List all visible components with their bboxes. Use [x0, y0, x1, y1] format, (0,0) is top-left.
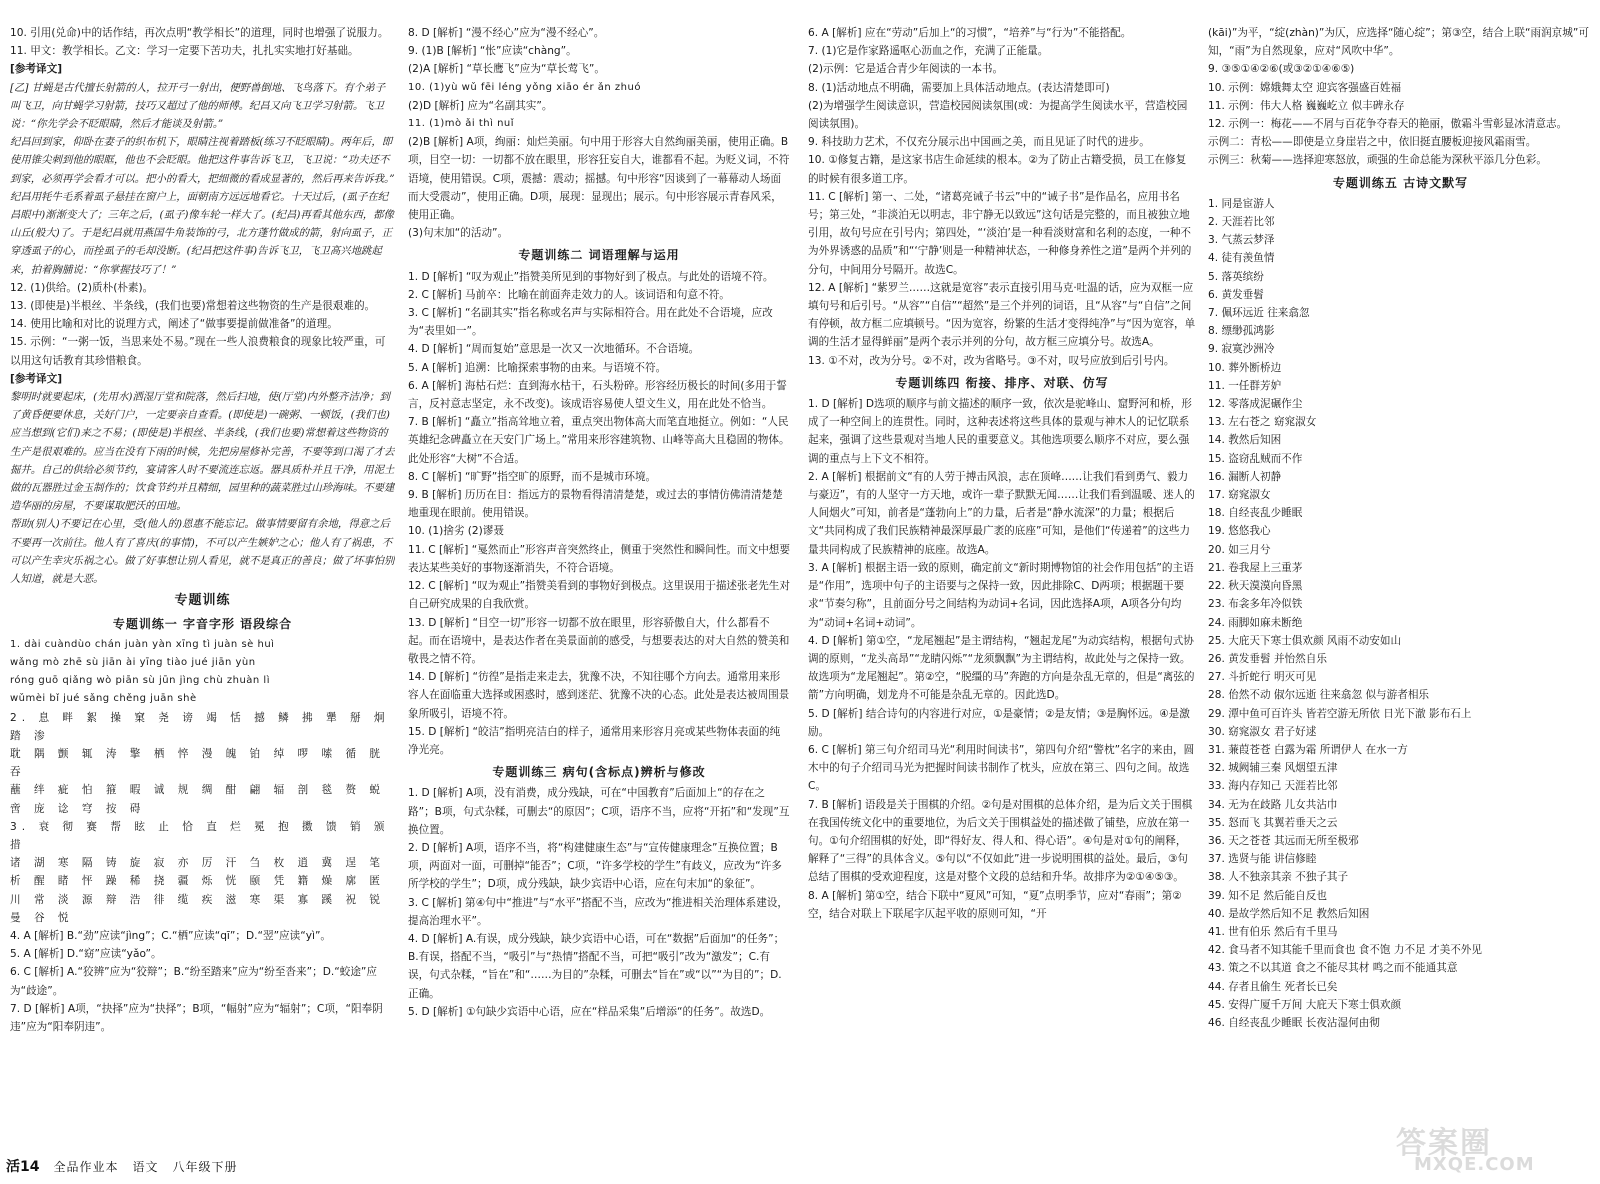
answer-line: 12. A [解析] “紫罗兰……这就是宽容”表示直接引用马克·吐温的话，应为双框一应填句号和后引号。“从容”“自信”“超然”是三个并列的词语，且“从容”与“自信”之间有停顿，故方框二应填顿号。“因为宽容，纷繁的生活才变得纯净”与“因为宽容，单调的生活才显得鲜丽”是两个表示并列的分句，故方框三应填分号。故选A。 [808, 281, 1196, 349]
answer-line: 啻 庞 谂 穹 按 碍 [10, 802, 146, 815]
answer-line: 9. 寂寞沙洲冷 [1208, 343, 1275, 356]
answer-line: 7. B [解析] “矗立”指高耸地立着，重点突出物体高大而笔直地挺立。例如：“人民英雄纪念碑矗立在天安门广场上。”常用来形容建筑物、山峰等高大且稳固的物体。此处形容“大树”不合适。 [408, 416, 790, 465]
column-4 [1208, 24, 1593, 1144]
answer-line: 7. (1)它是作家路遥呕心沥血之作，充满了正能量。 [808, 45, 1049, 58]
answer-line: 7. 佩环远近 往来翕忽 [1208, 307, 1310, 320]
answer-line: 19. 悠悠我心 [1208, 525, 1271, 538]
answer-line: (2)A [解析] “草长鹰飞”应为“草长莺飞”。 [408, 63, 605, 76]
answer-line: 3. C [解析] 第④句中“推进”与“水平”搭配不当，应改为“推进相关治理体系建设，提高治理水平”。 [408, 896, 789, 927]
answer-line: 4. A [解析] B.“劲”应读“jìng”；C.“栖”应读“qī”；D.“翌”应读“yì”。 [10, 929, 332, 942]
answer-line: 10. ①修复古籍，是这家书店生命延续的根本。②为了防止古籍受损，员工在修复的时候有很多道工序。 [808, 154, 1187, 185]
answer-line: 3. C [解析] “名副其实”指名称或名声与实际相符合。用在此处不合语境，应改为“表里如一”。 [408, 307, 773, 338]
answer-line: 川 常 淡 源 辩 浩 徘 缆 疾 滋 寒 渠 寡 蹊 祝 锐 [10, 893, 386, 906]
answer-line: 9. ③⑤①④②⑥(或③②①④⑥⑤) [1208, 63, 1355, 76]
answer-line: 析 醒 睹 怦 躁 稀 挠 疆 烁 恍 颐 凭 籍 燥 廓 匿 [10, 875, 386, 888]
answer-line: róng guō qiǎng wò piān sù jūn jìng chù zhuàn lì [10, 675, 270, 687]
answer-line: 2. C [解析] 马前卒：比喻在前面奔走效力的人。该词语和句意不符。 [408, 288, 730, 301]
page-footer [6, 1156, 238, 1176]
answer-line: 纪昌用牦牛毛系着虱子悬挂在窗户上，面朝南方远远地看它。十天过后，(虱子在纪昌眼中)渐渐变大了；三年之后，(虱子)像车轮一样大了。(纪昌)再看其他东西，都像山丘(般大)了。于是纪昌就用燕国牛角装饰的弓，北方蓬竹做成的箭，射向虱子，正穿透虱子的心，而拴虱子的毛却没断。(纪昌把这件事)告诉飞卫，飞卫高兴地跳起来，拍着胸脯说：“你掌握技巧了！” [10, 190, 394, 276]
answer-line: 2. A [解析] 根据前文“有的人劳于搏击风浪，志在顶峰……让我们看到勇气、毅力与豪迈”，有的人坚守一方天地，或许一辈子默默无闻……让我们看到温暖、迷人的人间烟火”可知，前者是“蓬勃向上”的力量，后者是“静水流深”的力量；根据后文“共同构成了我们民族精神最深厚最广袤的底座”可知，是他们“传递着”的这些力量共同构成了民族精神的底座。故选A。 [808, 470, 1195, 556]
answer-line: 耽 隅 颤 辄 涛 擎 栖 悴 漫 魄 铂 绰 啰 嗦 循 胱 吞 [10, 747, 386, 779]
answer-line: 1. D [解析] “叹为观止”指赞美所见到的事物好到了极点。与此处的语境不符。 [408, 270, 774, 283]
answer-line: 45. 安得广厦千万间 大庇天下寒士俱欢颜 [1208, 998, 1402, 1011]
answer-line: 3. 气蒸云梦泽 [1208, 234, 1275, 247]
answer-line: 6. 黄发垂髫 [1208, 288, 1264, 301]
answer-line: 11. 甲文：教学相长。乙文：学习一定要下苦功夫，扎扎实实地打好基础。 [10, 45, 359, 58]
answer-line: 6. A [解析] 应在“劳动”后加上“的习惯”，“培养”与“行为”不能搭配。 [808, 27, 1132, 39]
answer-line: 1. D [解析] A项，没有消费，成分残缺，可在“中国教育”后面加上“的存在之路”；B项，句式杂糅，可删去“的原因”；C项，语序不当，应将“开拓”和“发现”互换位置。 [408, 787, 790, 836]
column-2 [408, 24, 790, 1144]
answer-line: 15. 示例：“一粥一饭，当思来处不易。”现在一些人浪费粮食的现象比较严重，可以用这句话教育其珍惜粮食。 [10, 336, 386, 367]
answer-line: 7. B [解析] 语段是关于围棋的介绍。②句是对围棋的总体介绍，是为后文关于围棋在我国传统文化中的重要地位，为后文关于围棋益处的描述做了铺垫，应放在第一句。①句介绍围棋的好处，即“得好友、得人和、得心语”。④句是对①句的阐释，解释了“三得”的具体含义。⑤句以“不仅如此”进一步说明围棋的益处。最后，③句总结了围棋的受欢迎程度，这是对整个文段的总结和升华。故排序为②①④⑤③。 [808, 798, 1193, 884]
answer-line: 诸 湖 寒 隔 铸 旋 寂 亦 厉 汗 刍 枚 逍 冀 逞 笔 [10, 857, 386, 870]
answer-line: 4. D [解析] “周而复始”意思是一次又一次地循环。不合语境。 [408, 343, 700, 356]
answer-line: 26. 黄发垂髫 并怡然自乐 [1208, 652, 1327, 665]
answer-line: 2. 息 畔 絮 操 窠 尧 谤 竭 恬 撼 鳞 拂 犟 掰 炯 踏 渗 [10, 711, 390, 742]
watermark-url: MXQE.COM [1414, 1154, 1535, 1175]
answer-line: 8. A [解析] 第①空，结合下联中“夏风”可知，“夏”点明季节，应对“春雨”；第②空，结合对联上下联尾字仄起平收的原则可知，“开 [808, 889, 1182, 920]
answer-line: 3. 衰 彻 赛 帮 眩 止 恰 直 烂 冕 抱 擞 馈 销 颁 措 [10, 820, 390, 851]
answer-line: 10. (1)捨劣 (2)谬聂 [408, 525, 504, 538]
watermark-text: 答案圈 [1396, 1126, 1492, 1161]
reference-translation-label: [参考译文] [10, 63, 63, 76]
answer-line: 5. D [解析] ①句缺少宾语中心语，应在“样品采集”后增添“的任务”。故选D。 [408, 1005, 771, 1018]
answer-line: 10. 引用(兑命)中的话作结，再次点明“教学相长”的道理，同时也增强了说服力。 [10, 27, 389, 39]
answer-line: 2. 天涯若比邻 [1208, 216, 1275, 229]
answer-line: 23. 布衾多年冷似铁 [1208, 598, 1303, 611]
answer-line: 35. 怒而飞 其翼若垂天之云 [1208, 816, 1338, 829]
answer-line: 8. (1)活动地点不明确，需要加上具体活动地点。(表达清楚即可) [808, 81, 1110, 94]
answer-line: 12. 零落成泥碾作尘 [1208, 398, 1303, 411]
watermark-logo [1396, 1118, 1586, 1178]
answer-line: 黎明时就要起床，(先用水)洒湿厅堂和院落，然后扫地，使(厅堂)内外整齐洁净；到了黄昏便要休息，关好门户，一定要亲自查看。(即使是)一碗粥、一顿饭，(我们也)应当想到(它们)来之不易；(即使是)半根丝、半条线，(我们也要)常想着这些物资的生产是很艰难的。应当在没有下雨的时候，先把房屋修补完善，不要等到口渴了才去掘井。自己的供给必须节约，宴请客人时不要流连忘返。器具质朴并且干净，用泥土做的瓦器胜过金玉制作的；饮食节约并且精细，园里种的蔬菜胜过山珍海味。不要建造华丽的房屋，不要谋取肥沃的田地。 [10, 391, 395, 513]
answer-line: 17. 窈窕淑女 [1208, 489, 1271, 502]
answer-line: [乙] 甘蝇是古代擅长射箭的人，拉开弓一射出，便野兽倒地、飞鸟落下。有个弟子叫飞卫，向甘蝇学习射箭，技巧又超过了他的师傅。纪昌又向飞卫学习射箭。飞卫说：“你先学会不眨眼睛，然后才能谈及射箭。” [10, 81, 386, 131]
answer-line: 蘸 绊 疵 怕 箍 暇 诚 规 绸 酣 翩 辐 剖 毯 赘 蜕 [10, 784, 386, 797]
answer-line: 帮助(别人)不要记在心里，受(他人的)恩惠不能忘记。做事情要留有余地，得意之后不要再一次前往。他人有了喜庆(的事情)，不可以产生嫉妒之心；他人有了祸患，不可以产生幸灾乐祸之心。做了好事想让别人看见，就不是真正的善良；做了坏事怕别人知道，就是大恶。 [10, 518, 395, 586]
answer-line: 8. 缥缈孤鸿影 [1208, 325, 1275, 338]
answer-line: 1. D [解析] D选项的顺序与前文描述的顺序一致，依次是驼峰山、窟野河和桥，形成了一种空间上的连贯性。同时，这种表述将这些具体的景观与神木人的记忆联系起来，强调了这些景观对当地人民的重要意义。其他选项要么顺序不对应，要么强调的重点与上下文不相符。 [808, 398, 1192, 465]
answer-line: 5. A [解析] 追溯：比喻探索事物的由来。与语境不符。 [408, 361, 667, 374]
answer-line: 示例二：青松——即使是立身崖岩之中，依旧挺直腰板迎接风霜雨雪。 [1208, 136, 1537, 149]
answer-line: 4. D [解析] 第①空，“龙尾翘起”是主谓结构，“翘起龙尾”为动宾结构，根据句式协调的原则，“龙头高昂”“龙睛闪烁”“龙须飘飘”为主谓结构，故此处与之保持一致。故选项为“龙尾翘起”。第②空，“脱缰的马”奔跑的方向是杂乱无章的，但是“离弦的箭”方向明确，划龙舟不可能是杂乱无章的。因此选D。 [808, 634, 1195, 702]
answer-line: 14. 使用比喻和对比的说理方式，阐述了“做事要提前做准备”的道理。 [10, 318, 338, 331]
answer-line: 37. 选贤与能 讲信修睦 [1208, 853, 1317, 866]
answer-line: 13. D [解析] “目空一切”形容一切都不放在眼里，形容骄傲自大，什么都看不起。而在语境中，是表达作者在美景面前的感受，与想要表达的对大自然的赞美和敬畏之情不符。 [408, 616, 790, 665]
answer-line: 1. dài cuàndùo chán juàn yàn xīng tì juàn sè huì [10, 638, 275, 650]
answer-line: 4. D [解析] A.有误，成分残缺，缺少宾语中心语，可在“数据”后面加“的任务”；B.有误，搭配不当，“吸引”与“热情”搭配不当，可把“吸引”改为“激发”；C.有误，句式杂糅，“旨在”和“……为目的”杂糅，可删去“旨在”或“以”“为目的”；D.正确。 [408, 932, 785, 1000]
answer-line: 10. (1)yù wǔ fēi léng yǒng xiāo ér ǎn zhuó [408, 81, 641, 93]
answer-line: 25. 大庇天下寒士俱欢颜 风雨不动安如山 [1208, 634, 1402, 647]
answer-line: 5. D [解析] 结合诗句的内容进行对应，①是豪情；②是友情；③是胸怀远。④是激励。 [808, 707, 1190, 738]
answer-line: 11. C [解析] 第一、二处，“诸葛亮诫子书云”中的“诫子书”是作品名，应用书名号；第三处，“非淡泊无以明志，非宁静无以致远”这句话是完整的，而且被独立地引用，故句号应在引号内；第四处，“‘淡泊’是一种看淡财富和名利的态度，一种不为外界诱惑的品质”和“‘宁静’则是一种精神状态，一种修身养性之道”是两个并列的分句，中间用分号隔开。故选C。 [808, 190, 1192, 276]
grade-label: 八年级下册 [172, 1159, 238, 1174]
answer-line: (kāi)”为平，“绽(zhàn)”为仄，应选择“随心绽”；第③空，结合上联“雨润京城”可知，“雨”为自然现象，应对“风吹中华”。 [1208, 27, 1589, 58]
answer-line: 33. 海内存知己 天涯若比邻 [1208, 780, 1338, 793]
answer-line: 6. C [解析] A.“狡辨”应为“狡辩”；B.“纷至踏来”应为“纷至沓来”；D.“蛟途”应为“歧途”。 [10, 966, 377, 997]
answer-line: wǎng mò zhē sù jiān ài yīng tiào jué jiān yùn [10, 656, 256, 668]
answer-line: 13. 左右苍之 窈窕淑女 [1208, 416, 1317, 429]
answer-line: 14. D [解析] “彷徨”是指走来走去，犹豫不决，不知往哪个方向去。通常用来形容人在面临重大选择或困惑时，感到迷茫、犹豫不决的心态。此处是表达被周围景象所吸引，语境不符。 [408, 671, 790, 720]
answer-line: 9. (1)B [解析] “怅”应读“chàng”。 [408, 45, 577, 58]
answer-line: 41. 世有伯乐 然后有千里马 [1208, 925, 1338, 938]
answer-line: 16. 漏断人初静 [1208, 470, 1282, 483]
answer-line: 42. 食马者不知其能千里而食也 食不饱 力不足 才美不外见 [1208, 944, 1482, 957]
answer-line: 12. 示例一：梅花——不屑与百花争夺春天的艳丽，傲霜斗雪彰显冰清意志。 [1208, 118, 1568, 131]
section-heading: 专题训练二 词语理解与运用 [518, 248, 680, 263]
answer-line: 32. 城阙辅三秦 风烟望五津 [1208, 762, 1338, 775]
answer-line: 40. 是故学然后知不足 教然后知困 [1208, 907, 1370, 920]
answer-line: 43. 策之不以其道 食之不能尽其材 鸣之而不能通其意 [1208, 962, 1458, 975]
answer-line: 10. 葬外断桥边 [1208, 361, 1282, 374]
answer-line: (2)B [解析] A项，绚丽：灿烂美丽。句中用于形容大自然绚丽美丽，使用正确。B项，目空一切：一切都不放在眼里，形容狂妄自大，谁都看不起。为贬义词，不符语境，使用错误。C项，震撼：震动；摇撼。句中形容“因谈到了一幕幕动人场面而大受震动”，使用正确。D项，展现：显现出；展示。句中形容展示青春风采，使用正确。 [408, 136, 790, 222]
answer-line: 15. 盗窃乱贼而不作 [1208, 452, 1303, 465]
answer-line: 5. A [解析] D.“窈”应读“yǎo”。 [10, 948, 162, 961]
column-3 [808, 24, 1196, 1144]
answer-line: 示例三：秋菊——选择迎寒怒放，顽强的生命总能为深秋平添几分色彩。 [1208, 154, 1547, 167]
section-heading: 专题训练 [174, 593, 231, 609]
answer-line: 39. 知不足 然后能自反也 [1208, 889, 1327, 902]
answer-line: 27. 斗折蛇行 明灭可见 [1208, 671, 1317, 684]
answer-line: 21. 卷我屋上三重茅 [1208, 561, 1303, 574]
answer-line: 18. 自经丧乱少睡眠 [1208, 507, 1303, 520]
answer-line: 15. D [解析] “皎洁”指明亮洁白的样子，通常用来形容月亮或某些物体表面的纯净光亮。 [408, 725, 781, 756]
answer-line: 36. 天之苍苍 其远而无所至极邪 [1208, 834, 1359, 847]
answer-line: 10. 示例：嫦娥舞太空 迎宾客强盛百姓福 [1208, 81, 1402, 94]
answer-line: 11. C [解析] “戛然而止”形容声音突然终止，侧重于突然性和瞬间性。而文中想要表达某些美好的事物逐渐消失，不符合语境。 [408, 543, 790, 574]
answer-line: 31. 蒹葭苍苍 白露为霜 所谓伊人 在水一方 [1208, 743, 1408, 756]
answer-line: 7. D [解析] A项，“抉择”应为“抉择”；B项，“幅射”应为“辐射”；C项，“阳奉阴违”应为“阳奉阴违”。 [10, 1002, 383, 1033]
column-1 [10, 24, 395, 1144]
reference-translation-label: [参考译文] [10, 372, 63, 385]
answer-line: 11. (1)mò ǎi thì nuǐ [408, 118, 515, 130]
answer-line: 曼 谷 悦 [10, 911, 74, 924]
answer-line: 12. C [解析] “叹为观止”指赞美看到的事物好到极点。这里误用于描述张老先生对自己研究成果的自我欣赏。 [408, 580, 790, 611]
answer-line: 1. 同是宦游人 [1208, 197, 1275, 210]
answer-line: 6. A [解析] 海枯石烂：直到海水枯干，石头粉碎。形容经历极长的时间(多用于誓言，反衬意志坚定，永不改变)。该成语容易使人望文生义，用在此处不恰当。 [408, 379, 787, 411]
answer-line: (2)为增强学生阅读意识，营造校园阅读氛围(或：为提高学生阅读水平，营造校园阅读氛围)。 [808, 99, 1188, 131]
answer-line: 13. ①不对，改为分号。②不对，改为省略号。③不对，叹号应放到后引号内。 [808, 354, 1175, 367]
answer-line: 2. D [解析] A项，语序不当，将“构建健康生态”与“宣传健康理念”互换位置；B项，两面对一面，可删掉“能否”；C项，“许多学校的学生”有歧义，应改为“许多所学校的学生”；D项，成分残缺，缺少宾语中心语，应在句末加“的象征”。 [408, 841, 782, 891]
answer-line: 13. (即使是)半根丝、半条线，(我们也要)常想着这些物资的生产是很艰难的。 [10, 300, 376, 313]
answer-line: 22. 秋天漠漠向昏黑 [1208, 580, 1303, 593]
answer-line: 24. 雨脚如麻未断绝 [1208, 616, 1303, 629]
section-heading: 专题训练五 古诗文默写 [1332, 175, 1469, 190]
answer-line: 5. 落英缤纷 [1208, 270, 1264, 283]
answer-line: 12. (1)供给。(2)质朴(朴素)。 [10, 281, 154, 294]
answer-line: 29. 潭中鱼可百许头 皆若空游无所依 日光下澈 影布石上 [1208, 707, 1472, 720]
page-number: 活14 [6, 1159, 40, 1175]
answer-line: 28. 佁然不动 俶尔远逝 往来翕忽 似与游者相乐 [1208, 689, 1430, 702]
answer-line: 9. 科技助力艺术，不仅充分展示出中国画之美，而且见证了时代的进步。 [808, 136, 1150, 149]
answer-line: 8. D [解析] “漫不经心”应为“漫不经心”。 [408, 27, 605, 39]
answer-line: 30. 窈窕淑女 君子好逑 [1208, 725, 1317, 738]
answer-line: 11. 示例：伟大人格 巍巍屹立 似丰碑永存 [1208, 99, 1405, 112]
answer-line: 20. 如三月兮 [1208, 543, 1271, 556]
section-heading: 专题训练一 字音字形 语段综合 [112, 616, 293, 631]
answer-line: 46. 自经丧乱少睡眠 长夜沾湿何由彻 [1208, 1016, 1380, 1029]
book-title: 全品作业本 [53, 1159, 119, 1174]
answer-line: wǔmèi bǐ jué sǎng chěng juān shè [10, 693, 197, 705]
answer-line: 4. 徒有羡鱼情 [1208, 252, 1275, 265]
answer-line: 6. C [解析] 第三句介绍司马光“利用时间读书”，第四句介绍“警枕”名字的来由，圆木中的句子介绍司马光为把握时间读书制作了枕头，应放在第三、四句之间。故选C。 [808, 743, 1195, 793]
answer-line: 38. 人不独亲其亲 不独子其子 [1208, 871, 1349, 884]
answer-line: 11. 一任群芳妒 [1208, 379, 1282, 392]
answer-line: 34. 无为在歧路 儿女共沾巾 [1208, 798, 1338, 811]
answer-line: 44. 存者且偷生 死者长已矣 [1208, 980, 1338, 993]
answer-line: 纪昌回到家，仰卧在妻子的织布机下，眼睛注视着踏板(练习不眨眼睛)。两年后，即使用锥尖刺到他的眼眶，他也不会眨眼。他把这件事告诉飞卫，飞卫说：“功夫还不到家，必须再学会看才可以。把小的看大，把细微的看成显著的，然后再来告诉我。” [10, 136, 395, 185]
section-heading: 专题训练四 衔接、排序、对联、仿写 [895, 375, 1109, 390]
answer-line: 3. A [解析] 根据主语一致的原则，确定前文“新时期博物馆的社会作用包括”的主语是“作用”，选项中句子的主语要与之保持一致，因此排除C、D两项；根据题干要求“节奏匀称”，且前面分号之间结构为动词+名词，因此选择A项，A项各分句均为“动词+名词+动词”。 [808, 561, 1194, 629]
answer-line: (2)示例：它是适合青少年阅读的一本书。 [808, 63, 1004, 76]
answer-line: (3)句末加“的活动”。 [408, 227, 509, 240]
subject-label: 语文 [132, 1159, 159, 1174]
section-heading: 专题训练三 病句(含标点)辨析与修改 [492, 765, 706, 780]
answer-line: 9. B [解析] 历历在目：指远方的景物看得清清楚楚，或过去的事情仿佛清清楚楚地重现在眼前。使用错误。 [408, 489, 783, 520]
answer-line: (2)D [解析] 应为“名副其实”。 [408, 99, 553, 112]
answer-line: 8. C [解析] “旷野”指空旷的原野，而不是城市环境。 [408, 470, 657, 483]
answer-line: 14. 教然后知困 [1208, 434, 1282, 447]
